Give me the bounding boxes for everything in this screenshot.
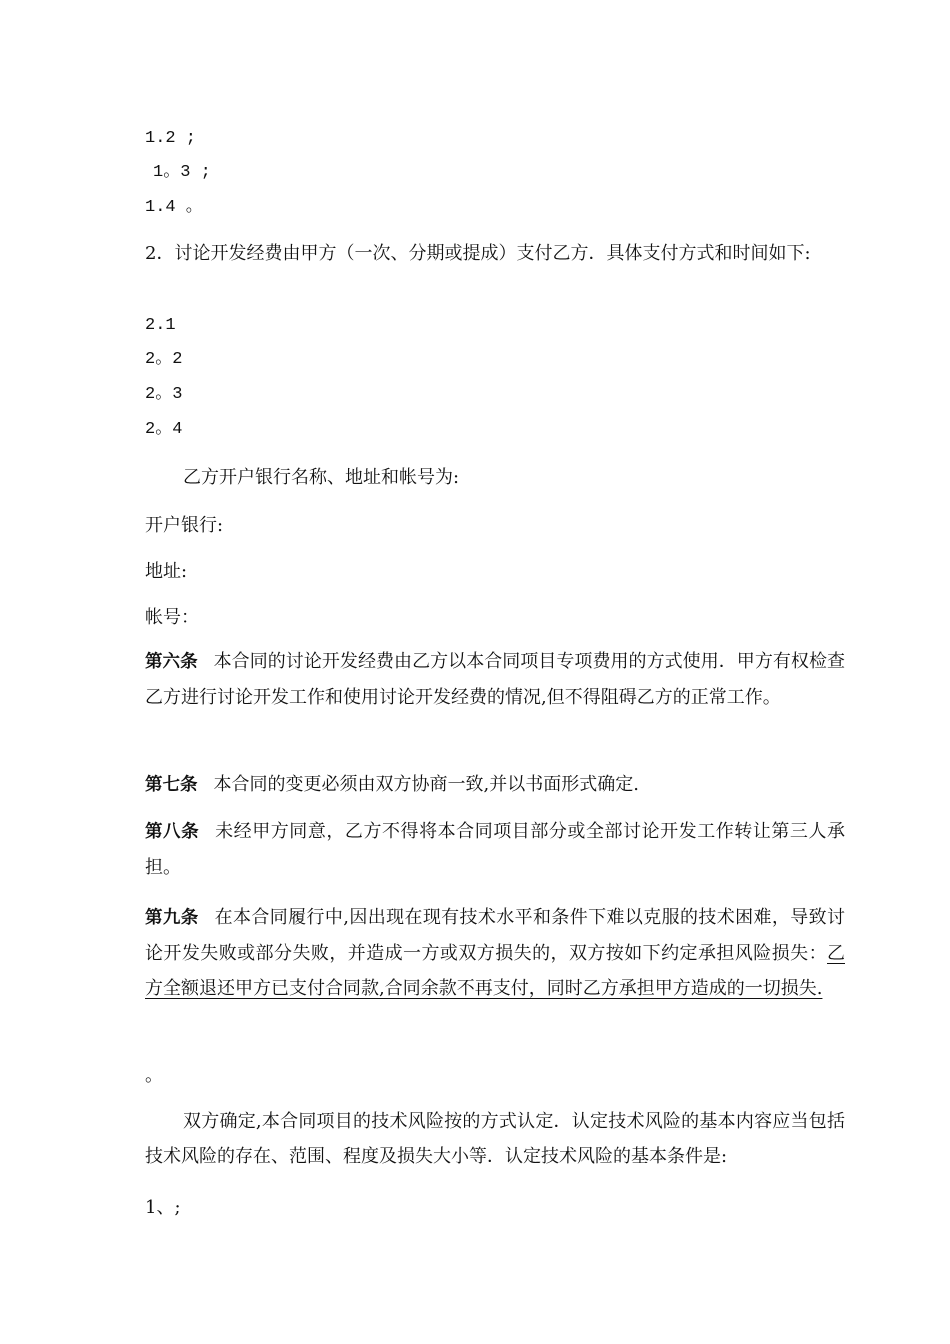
lone-period: 。 xyxy=(145,1065,163,1086)
list-item-2-3: 2。3 xyxy=(145,385,183,404)
list-item-2-4: 2。4 xyxy=(145,420,183,439)
bank-name-label: 开户银行: xyxy=(145,515,224,536)
article-8-label: 第八条 xyxy=(145,822,200,842)
article-9-underlined-terms: 乙方全额退还甲方已支付合同款,合同余款不再支付，同时乙方承担甲方造成的一切损失. xyxy=(145,943,845,999)
list-item-2-2: 2。2 xyxy=(145,350,183,369)
list-item-1-2: 1.2 ; xyxy=(145,129,197,148)
article-7 xyxy=(145,767,845,803)
list-item-risk-condition-1: 1、; xyxy=(145,1197,181,1218)
article-9 xyxy=(145,900,845,1006)
article-6 xyxy=(145,644,845,715)
address-label: 地址: xyxy=(145,561,188,582)
article-8-text: 未经甲方同意，乙方不得将本合同项目部分或全部讨论开发工作转让第三人承担。 xyxy=(145,821,845,878)
list-item-1-3: 1。3 ; xyxy=(153,163,211,182)
article-7-label: 第七条 xyxy=(145,775,198,795)
article-9-label: 第九条 xyxy=(145,908,199,928)
article-7-text: 本合同的变更必须由双方协商一致,并以书面形式确定. xyxy=(213,774,639,795)
article-6-label: 第六条 xyxy=(145,652,198,672)
technical-risk-paragraph: 双方确定,本合同项目的技术风险按的方式认定．认定技术风险的基本内容应当包括技术风险的存在、范围、程度及损失大小等．认定技术风险的基本条件是: xyxy=(145,1111,845,1167)
list-item-2-1: 2.1 xyxy=(145,316,176,335)
article-6-text: 本合同的讨论开发经费由乙方以本合同项目专项费用的方式使用．甲方有权检查乙方进行讨论开发工作和使用讨论开发经费的情况,但不得阻碍乙方的正常工作。 xyxy=(145,651,845,708)
account-label: 帐号： xyxy=(145,607,199,628)
list-item-1-4: 1.4 。 xyxy=(145,198,203,217)
bank-intro: 乙方开户银行名称、地址和帐号为: xyxy=(183,467,460,488)
clause-2-payment: 2．讨论开发经费由甲方（一次、分期或提成）支付乙方．具体支付方式和时间如下: xyxy=(145,243,811,264)
article-8 xyxy=(145,814,845,885)
article-9-text: 在本合同履行中,因出现在现有技术水平和条件下难以克服的技术困难，导致讨论开发失败或部分失败，并造成一方或双方损失的，双方按如下约定承担风险损失： xyxy=(145,907,846,964)
